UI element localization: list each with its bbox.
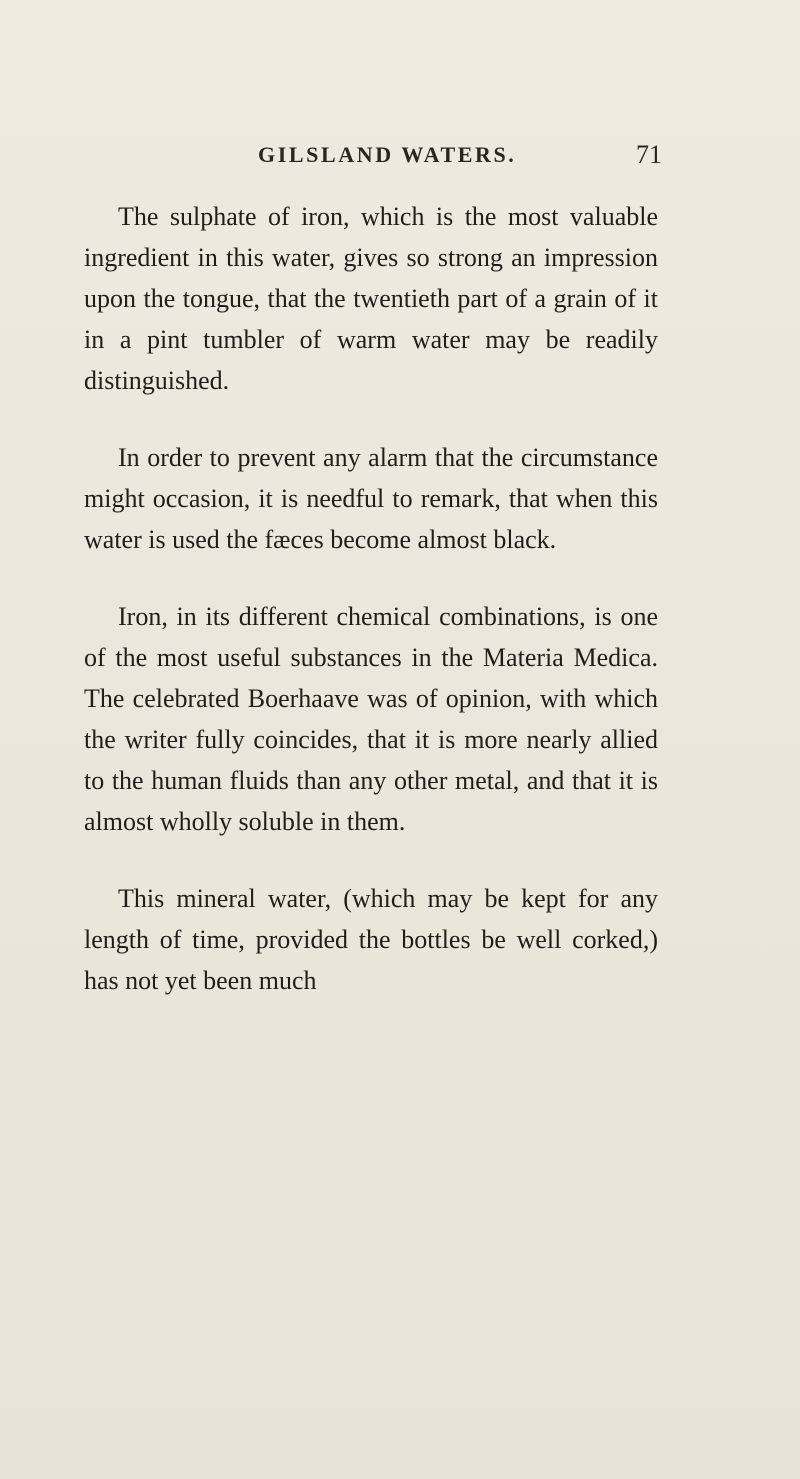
paragraph-sulphate-of-iron: The sulphate of iron, which is the most valuable ingredient in this water, gives so strong an impression upon the tongue, that the twentieth part of a grain of it in a pint tumbler of warm water may be readily distinguished. [84, 202, 658, 395]
running-head: GILSLAND WATERS. [258, 142, 517, 167]
page-number: 71 [636, 140, 662, 169]
paragraph-mineral-water: This mineral water, (which may be kept for any length of time, provided the bottles be well corked,) has not yet been much [84, 884, 658, 995]
paragraph-iron-combinations: Iron, in its different chemical combinations, is one of the most useful substances in the Materia Medica. The celebrated Boerhaave was of opinion, with which the writer fully coincides, that it is more nearly allied to the human fluids than any other metal, and that it is almost wholly soluble in them. [84, 602, 658, 836]
body-text [84, 196, 658, 1001]
page-header [0, 142, 800, 182]
paragraph-alarm: In order to prevent any alarm that the circumstance might occasion, it is needful to remark, that when this water is used the fæces become almost black. [84, 443, 658, 554]
